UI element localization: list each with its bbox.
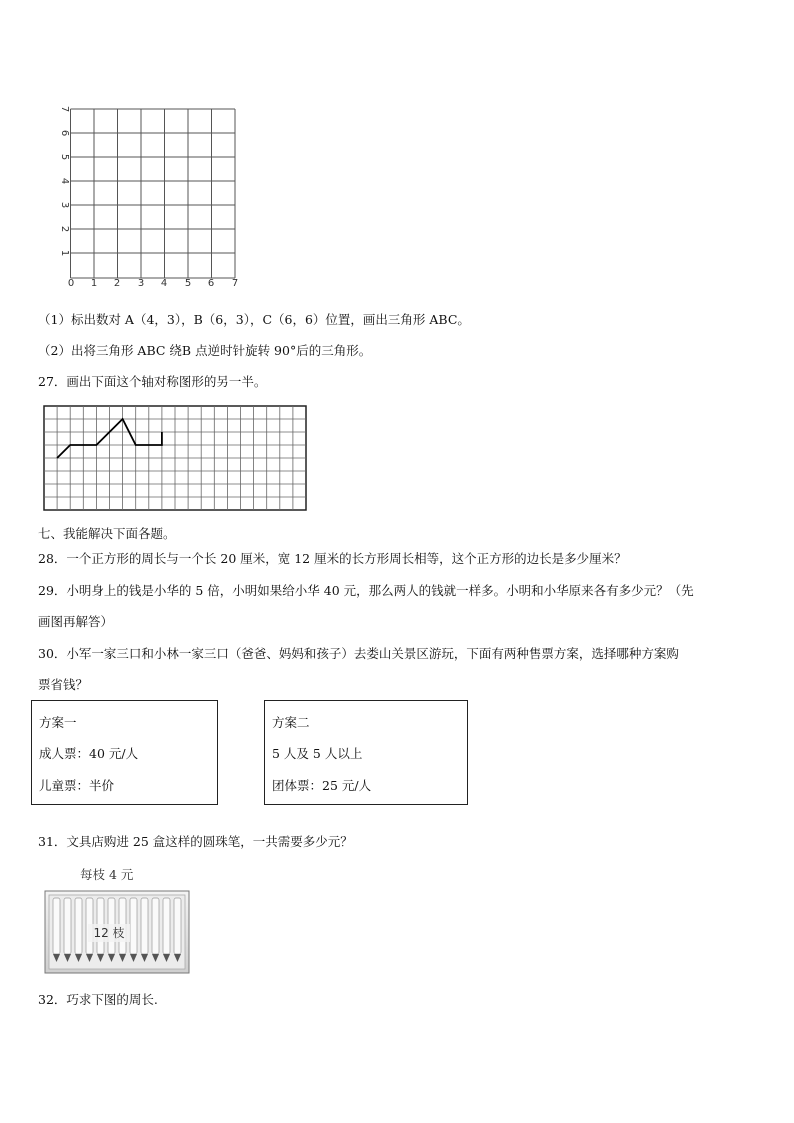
y-tick: 3 [59, 201, 70, 209]
plan1-adult: 成人票：40 元/人 [39, 746, 139, 761]
x-tick: 7 [231, 278, 239, 289]
q27-text: 27．画出下面这个轴对称图形的另一半。 [38, 374, 267, 389]
plan1-box [31, 700, 218, 805]
x-tick: 3 [137, 278, 145, 289]
y-tick: 1 [59, 249, 70, 257]
x-tick: 4 [160, 278, 168, 289]
q29-line2: 画图再解答） [38, 614, 114, 629]
price-label: 每枝 4 元 [80, 867, 134, 882]
x-tick: 6 [207, 278, 215, 289]
coordinate-grid [50, 100, 250, 290]
q28-text: 28．一个正方形的周长与一个长 20 厘米，宽 12 厘米的长方形周长相等，这个正方形的边长是多少厘米？ [38, 551, 627, 566]
plan1-title: 方案一 [39, 715, 77, 730]
x-tick: 2 [113, 278, 121, 289]
y-tick: 6 [59, 129, 70, 137]
section7-title: 七、我能解决下面各题。 [38, 526, 176, 541]
plan2-group: 团体票：25 元/人 [272, 778, 372, 793]
plan2-cond: 5 人及 5 人以上 [272, 746, 363, 761]
q26-part1: （1）标出数对 A（4，3），B（6，3），C（6，6）位置，画出三角形 ABC。 [38, 312, 470, 327]
x-tick: 0 [67, 278, 75, 289]
q30-line1: 30．小军一家三口和小林一家三口（爸爸、妈妈和孩子）去娄山关景区游玩，下面有两种售票方案，选择哪种方案购 [38, 646, 679, 661]
y-tick: 2 [59, 225, 70, 233]
q31-text: 31．文具店购进 25 盒这样的圆珠笔，一共需要多少元？ [38, 834, 353, 849]
y-tick: 7 [59, 105, 70, 113]
q32-text: 32．巧求下图的周长. [38, 992, 158, 1007]
y-tick: 5 [59, 153, 70, 161]
plan1-child: 儿童票：半价 [39, 778, 115, 793]
box-label: 12 枝 [93, 926, 125, 940]
symmetry-grid [42, 404, 310, 514]
y-tick: 4 [59, 177, 70, 185]
pen-box-image [44, 890, 190, 974]
q29-line1: 29．小明身上的钱是小华的 5 倍，小明如果给小华 40 元，那么两人的钱就一样多。小明和小华原来各有多少元？（先 [38, 583, 694, 598]
plan2-title: 方案二 [272, 715, 310, 730]
plan2-box [264, 700, 468, 805]
q30-line2: 票省钱？ [38, 677, 89, 692]
x-tick: 1 [90, 278, 98, 289]
q26-part2: （2）出将三角形 ABC 绕B 点逆时针旋转 90°后的三角形。 [38, 343, 372, 358]
x-tick: 5 [184, 278, 192, 289]
